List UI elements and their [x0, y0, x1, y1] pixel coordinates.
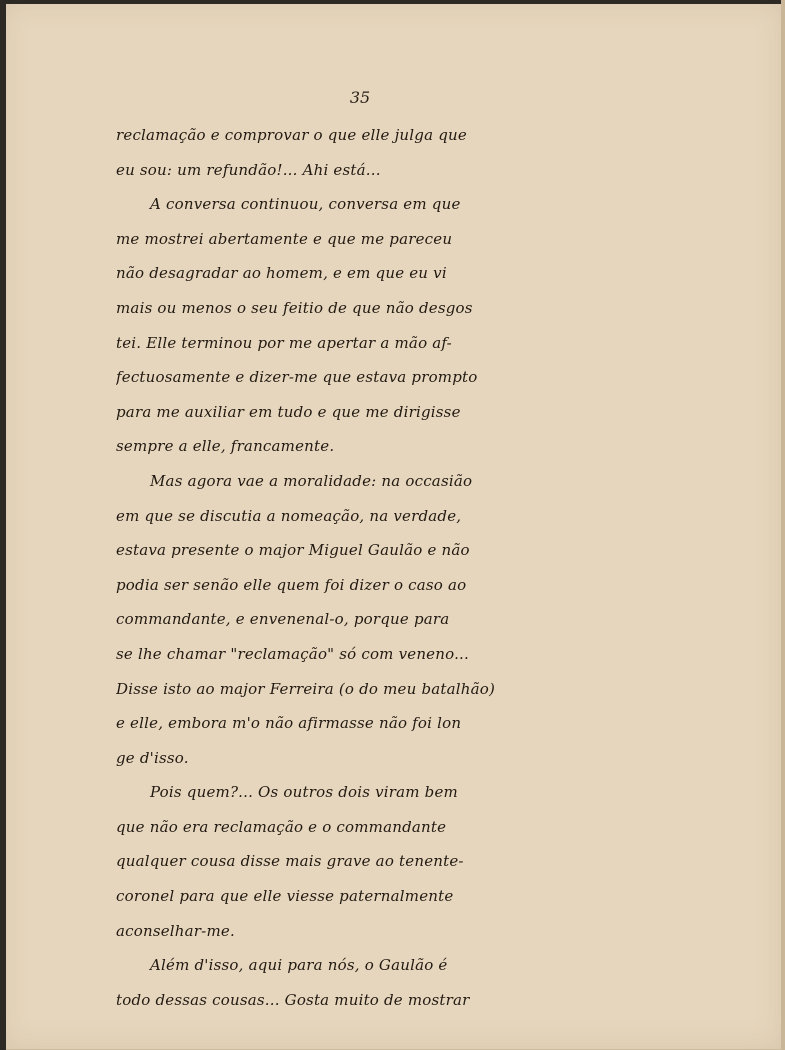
text-line: Além d'isso, aqui para nós, o Gaulão é	[150, 956, 448, 975]
text-line: A conversa continuou, conversa em que	[150, 195, 461, 214]
text-line: em que se discutia a nomeação, na verdade,	[116, 506, 462, 525]
text-line: estava presente o major Miguel Gaulão e não	[116, 541, 470, 560]
page-edge-right	[781, 0, 785, 1050]
text-line: aconselhar-me.	[116, 921, 235, 940]
text-line: tei. Elle terminou por me apertar a mão af-	[116, 333, 452, 352]
scan-border-top	[0, 0, 785, 4]
text-line: Mas agora vae a moralidade: na occasião	[150, 471, 473, 490]
text-line: commandante, e envenenal-o, porque para	[116, 610, 450, 629]
text-line: Disse isto ao major Ferreira (o do meu batalhão)	[116, 679, 496, 698]
text-line: reclamação e comprovar o que elle julga que	[116, 126, 467, 144]
text-line: e elle, embora m'o não afirmasse não foi lon	[116, 714, 462, 733]
text-line: não desagradar ao homem, e em que eu vi	[116, 264, 447, 283]
text-line: podia ser senão elle quem foi dizer o caso ao	[116, 575, 467, 594]
text-line: para me auxiliar em tudo e que me dirigisse	[116, 402, 461, 421]
text-line: fectuosamente e dizer-me que estava prompto	[116, 368, 478, 387]
text-line: se lhe chamar "reclamação" só com veneno...	[116, 644, 469, 663]
page-number: 35	[349, 88, 371, 107]
text-line: ge d'isso.	[116, 748, 189, 767]
text-line: mais ou menos o seu feitio de que não desgos	[116, 298, 473, 317]
text-line: que não era reclamação e o commandante	[116, 817, 447, 836]
text-line: todo dessas cousas... Gosta muito de mostrar	[116, 990, 470, 1009]
text-line: eu sou: um refundão!... Ahi está...	[116, 160, 381, 179]
text-line: me mostrei abertamente e que me pareceu	[116, 229, 453, 248]
text-line: qualquer cousa disse mais grave ao tenente-	[116, 852, 464, 871]
handwritten-text-block	[116, 118, 594, 1017]
text-line: coronel para que elle viesse paternalmente	[116, 887, 454, 906]
text-line: Pois quem?... Os outros dois viram bem	[150, 783, 458, 802]
scan-border-left	[0, 0, 6, 1050]
text-line: sempre a elle, francamente.	[116, 437, 335, 456]
